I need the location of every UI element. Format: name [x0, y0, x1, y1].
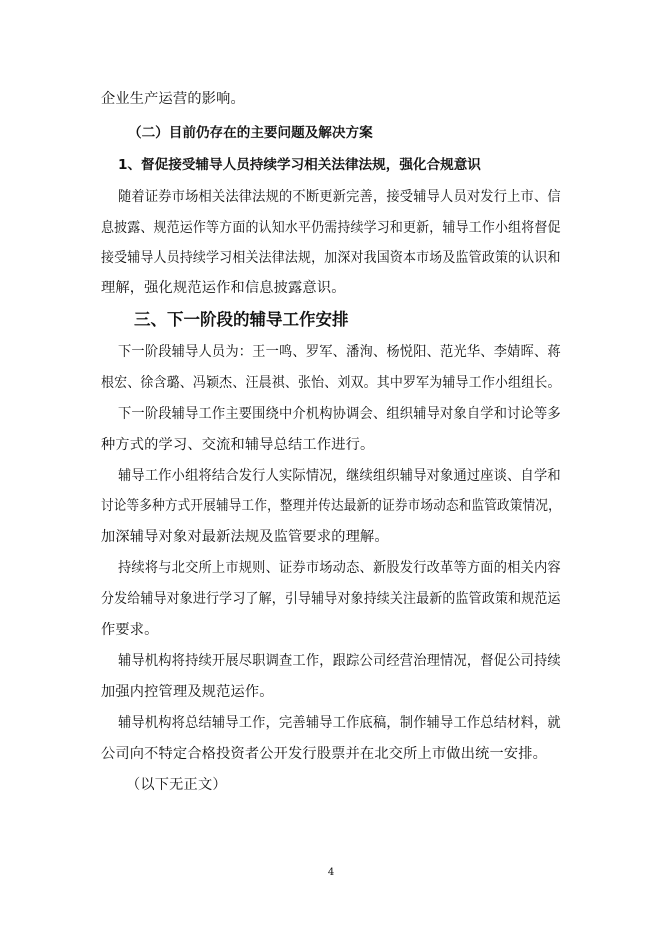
section-heading-next-stage: 三、下一阶段的辅导工作安排 — [134, 310, 349, 329]
paragraph-line: 下一阶段辅导人员为：王一鸣、罗军、潘洵、杨悦阳、范光华、李婧晖、蒋 — [118, 344, 561, 360]
paragraph-line: 辅导机构将总结辅导工作，完善辅导工作底稿，制作辅导工作总结材料，就 — [118, 715, 561, 731]
paragraph-line: 辅导工作小组将结合发行人实际情况，继续组织辅导对象通过座谈、自学和 — [118, 468, 561, 484]
paragraph-line: 种方式的学习、交流和辅导总结工作进行。 — [101, 437, 375, 453]
paragraph-line: 随着证券市场相关法律法规的不断更新完善，接受辅导人员对发行上市、信 — [118, 189, 561, 205]
paragraph-line: 根宏、徐含璐、冯颖杰、汪晨祺、张怡、刘双。其中罗军为辅导工作小组组长。 — [101, 375, 561, 391]
paragraph-line: 加深辅导对象对最新法规及监管要求的理解。 — [101, 529, 389, 545]
paragraph-line: 讨论等多种方式开展辅导工作，整理并传达最新的证券市场动态和监管政策情况， — [101, 498, 561, 514]
paragraph-line: 分发给辅导对象进行学习了解，引导辅导对象持续关注最新的监管政策和规范运 — [101, 591, 561, 607]
paragraph-line: 息披露、规范运作等方面的认知水平仍需持续学习和更新，辅导工作小组将督促 — [101, 220, 561, 236]
paragraph-line: 作要求。 — [101, 622, 159, 638]
paragraph-line: 加强内控管理及规范运作。 — [101, 684, 274, 700]
section-heading-issues: （二）目前仍存在的主要问题及解决方案 — [128, 125, 373, 141]
paragraph-line: 公司向不特定合格投资者公开发行股票并在北交所上市做出统一安排。 — [101, 746, 548, 762]
end-note: （以下无正文） — [126, 777, 227, 793]
paragraph-line: 下一阶段辅导工作主要围绕中介机构协调会、组织辅导对象自学和讨论等多 — [118, 406, 561, 422]
continuation-text: 企业生产运营的影响。 — [101, 91, 245, 107]
paragraph-line: 持续将与北交所上市规则、证券市场动态、新股发行改革等方面的相关内容 — [118, 560, 561, 576]
paragraph-line: 理解，强化规范运作和信息披露意识。 — [101, 280, 346, 296]
paragraph-line: 接受辅导人员持续学习相关法律法规，加深对我国资本市场及监管政策的认识和 — [101, 250, 561, 266]
paragraph-line: 辅导机构将持续开展尽职调查工作，跟踪公司经营治理情况，督促公司持续 — [118, 653, 561, 669]
page-number: 4 — [327, 867, 335, 878]
subsection-heading-compliance: 1、督促接受辅导人员持续学习相关法律法规，强化合规意识 — [118, 157, 481, 173]
